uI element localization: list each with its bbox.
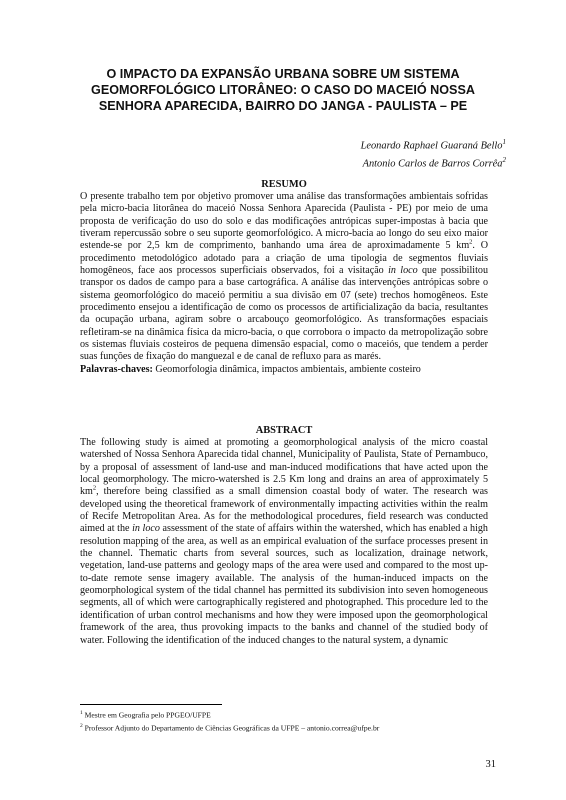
resumo-part-3: que possibilitou transpor os dados de campo para a base cartográfica. A análise das intervenções antrópicas sobre o sistema geomorfológico do maceió permitiu a sua divisão em 07 (sete) trechos homogêneos. Este procedimento ensejou a identificação de como os processos de artificialização da bacia, resultantes da ocupação urbana, agiram sobre o arcabouço geomorfológico. As transformações espaciais refletiram-se na dinâmica física da micro-bacia, o que corrobora o impacto da metropolização sobre os sistemas fluviais costeiros de pequena dimensão espacial, como o maceiós, que tendem a perder suas funções de fixação do manguezal e de canal de refluxo para as marés. [80, 265, 488, 363]
abstract-part-1: The following study is aimed at promoting a geomorphological analysis of the micro coastal watershed of Nossa Senhora Aparecida tidal channel, Municipality of Paulista, State of Pernambuco, by a proposal of assessment of land-use and man-induced modifications that have acted upon the local geomorphology. The micro-watershed is 2.5 Km long and drains an area of approximately 5 km [80, 437, 488, 498]
author-name: Leonardo Raphael Guaraná Bello [360, 140, 503, 152]
footnote-text: Professor Adjunto do Departamento de Ciências Geográficas da UFPE – antonio.correa@ufpe.br [82, 723, 380, 733]
italic-term: in loco [132, 523, 160, 535]
footnotes [80, 708, 500, 734]
footnote-2 [80, 721, 500, 734]
resumo-text [80, 191, 488, 376]
footnote-1 [80, 708, 500, 721]
paper-title: O IMPACTO DA EXPANSÃO URBANA SOBRE UM SISTEMA GEOMORFOLÓGICO LITORÂNEO: O CASO DO MACEIÓ NOSSA SENHORA APARECIDA, BAIRRO DO JANGA - PAULISTA – PE [91, 67, 475, 113]
superscript: 2 [469, 239, 473, 247]
footnote-mark: 1 [502, 138, 506, 146]
author-2 [206, 153, 506, 171]
abstract-part-3: assessment of the state of affairs within the watershed, which has enabled a high resolution mapping of the area, as well as an empirical evaluation of the surface processes present in the channel. Thematic charts from several sources, such as localization, drainage network, vegetation, land-use patterns and geology maps of the area were used and compared to the most up-to-date remote sense imagery available. The analysis of the human-induced impacts on the geomorphological system of the tidal channel has permitted its subdivision into seven homogeneous segments, all of which were cartographically registered and photographed. This procedure led to the identification of urban control mechanisms and how they were imposed upon the geomorphological framework of the area, thus provoking impacts to the banks and channel of the studied body of water. Following the identification of the induced changes to the natural system, a dynamic [80, 523, 488, 646]
resumo-part-2: . O procedimento metodológico adotado para a criação de uma tipologia de segmentos fluviais homogêneos, face aos processos superficiais observados, foi a visitação [80, 240, 488, 277]
resumo-heading: RESUMO [261, 179, 307, 190]
superscript: 2 [92, 485, 97, 493]
footnote-mark: 2 [80, 723, 83, 730]
footnote-text: Mestre em Geografia pelo PPGEO/UFPE [82, 710, 211, 720]
keywords-text: Geomorfologia dinâmica, impactos ambientais, ambiente costeiro [152, 363, 421, 375]
italic-term: in loco [388, 265, 418, 277]
abstract-heading: ABSTRACT [255, 425, 313, 436]
abstract-text [80, 437, 488, 647]
abstract-part-2: , therefore being classified as a small dimension coastal body of water. The research was developed using the theoretical framework of environmentally impacting activities within the realm of Recife Metropolitan Area. As for the methodological procedures, field research was conducted aimed at the [80, 486, 488, 535]
resumo-part-1: O presente trabalho tem por objetivo promover uma análise das transformações ambientais sofridas pela micro-bacia litorânea do maceió Nossa Senhora Aparecida (Paulista - PE) por meio de uma proposta de verificação do uso do solo e das modificações antrópicas super-impostas à bacia que tiveram repercussão sobre o seu suporte geomorfológico. A micro-bacia ao longo do seu eixo maior estende-se por 2,5 km de comprimento, banhando uma área de aproximadamente 5 km [80, 191, 488, 252]
author-name: Antonio Carlos de Barros Corrêa [362, 158, 503, 170]
footnote-mark: 2 [502, 156, 506, 165]
keywords-label: Palavras-chaves: [80, 363, 153, 375]
footnote-divider [80, 704, 222, 705]
footnote-mark: 1 [80, 710, 83, 716]
author-1 [206, 135, 506, 153]
author-list [206, 135, 506, 172]
page-number: 31 [485, 759, 496, 770]
